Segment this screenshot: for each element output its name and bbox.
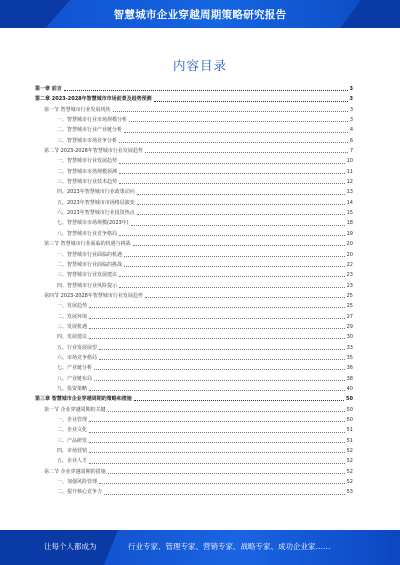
toc-entry-page: 4 <box>349 127 353 134</box>
toc-dot-leader <box>137 194 345 195</box>
toc-entry-label: 八、产业链布局 <box>57 375 93 382</box>
toc-entry-page: 3 <box>349 96 353 103</box>
toc-dot-leader <box>154 101 348 102</box>
toc-entry[interactable] <box>35 384 353 394</box>
toc-entry[interactable] <box>35 156 353 166</box>
toc-entry-page: 51 <box>346 437 353 444</box>
toc-dot-leader <box>137 204 345 205</box>
toc-entry-page: 27 <box>346 313 353 320</box>
toc-entry-page: 40 <box>346 385 353 392</box>
toc-entry-page: 50 <box>346 396 353 403</box>
toc-entry-page: 22 <box>346 261 353 268</box>
toc-entry-label: 二、智慧城市行业面临的挑战 <box>57 261 123 268</box>
toc-entry-page: 13 <box>346 189 353 196</box>
toc-entry-label: 一、智慧城市行业面临的机遇 <box>57 251 123 258</box>
toc-dot-leader <box>89 442 345 443</box>
toc-entry-page: 29 <box>346 323 353 330</box>
toc-dot-leader <box>89 452 345 453</box>
toc-entry-page: 7 <box>349 148 353 155</box>
toc-entry-label: 第一节 智慧城市行业发展现状 <box>44 106 111 113</box>
toc-entry-page: 52 <box>346 448 353 455</box>
report-footer-banner <box>0 530 400 565</box>
toc-entry-page: 52 <box>346 468 353 475</box>
toc-dot-leader <box>133 245 345 246</box>
toc-entry[interactable] <box>35 405 353 415</box>
toc-dot-leader <box>119 235 345 236</box>
toc-entry[interactable] <box>35 425 353 435</box>
report-header-banner <box>0 0 400 28</box>
toc-dot-leader <box>119 287 345 288</box>
toc-dot-leader <box>119 183 345 184</box>
toc-entry[interactable] <box>35 394 353 404</box>
toc-entry-label: 六、2023年智慧城市行业投资热点 <box>57 210 135 217</box>
toc-entry-label: 四、市场营销 <box>57 448 88 455</box>
toc-dot-leader <box>113 111 348 112</box>
toc-entry[interactable] <box>35 270 353 280</box>
toc-entry-label: 四、发展建议 <box>57 334 88 341</box>
toc-dot-leader <box>104 494 345 495</box>
toc-entry-page: 3 <box>349 106 353 113</box>
toc-dot-leader <box>94 369 345 370</box>
toc-entry-label: 第三节 智慧城市行业面临的机遇与挑战 <box>44 241 131 248</box>
toc-dot-leader <box>99 349 345 350</box>
toc-dot-leader <box>64 90 348 91</box>
toc-entry-label: 二、企业文化 <box>57 427 88 434</box>
toc-entry-label: 三、智慧城市行业技术趋势 <box>57 179 118 186</box>
toc-entry-label: 五、2023年智慧城市市场格局演变 <box>57 199 135 206</box>
toc-entry[interactable] <box>35 374 353 384</box>
toc-entry[interactable] <box>35 239 353 249</box>
toc-entry-page: 6 <box>349 137 353 144</box>
toc-dot-leader <box>145 297 345 298</box>
toc-dot-leader <box>89 390 345 391</box>
toc-entry-label: 三、智慧城市行业发展建议 <box>57 272 118 279</box>
toc-entry[interactable] <box>35 477 353 487</box>
toc-entry-page: 11 <box>346 168 353 175</box>
toc-entry[interactable] <box>35 467 353 477</box>
toc-entry-label: 四、2023年智慧城市行业政策动向 <box>57 189 135 196</box>
toc-entry-page: 20 <box>346 251 353 258</box>
toc-heading: 内容目录 <box>172 58 227 73</box>
toc-entry[interactable] <box>35 167 353 177</box>
toc-dot-leader <box>108 411 345 412</box>
toc-dot-leader <box>119 276 345 277</box>
toc-entry[interactable] <box>35 84 353 94</box>
report-title: 智慧城市企业穿越周期策略研究报告 <box>113 9 287 21</box>
toc-entry-page: 10 <box>346 158 353 165</box>
toc-dot-leader <box>89 421 345 422</box>
toc-dot-leader <box>119 163 345 164</box>
toc-dot-leader <box>119 142 348 143</box>
toc-entry-label: 五、企业人才 <box>57 458 88 465</box>
toc-entry-label: 第一节 企业穿越周期的关键 <box>44 406 106 413</box>
toc-entry-label: 三、产品研发 <box>57 437 88 444</box>
toc-entry[interactable] <box>35 218 353 228</box>
toc-entry[interactable] <box>35 456 353 466</box>
toc-entry[interactable] <box>35 208 353 218</box>
toc-entry-page: 50 <box>346 406 353 413</box>
table-of-contents <box>35 84 353 498</box>
toc-dot-leader <box>89 432 345 433</box>
toc-entry-label: 八、智慧城市行业竞争格局 <box>57 230 118 237</box>
toc-entry-page: 20 <box>346 241 353 248</box>
toc-entry-page: 25 <box>346 303 353 310</box>
toc-entry-label: 二、发展环境 <box>57 313 88 320</box>
toc-entry[interactable] <box>35 301 353 311</box>
toc-entry[interactable] <box>35 353 353 363</box>
toc-entry-label: 二、提升核心竞争力 <box>57 489 103 496</box>
toc-entry[interactable] <box>35 177 353 187</box>
toc-entry-label: 第四节 2023-2028年智慧城市行业发展趋势 <box>44 292 143 299</box>
toc-entry-page: 38 <box>346 375 353 382</box>
toc-entry-label: 五、行业发展展望 <box>57 344 98 351</box>
toc-entry[interactable] <box>35 146 353 156</box>
toc-entry-label: 第三章 智慧城市企业穿越周期的策略和措施 <box>35 396 132 403</box>
toc-entry-label: 二、智慧城市市场规模预测 <box>57 168 118 175</box>
toc-entry-label: 第一章 前言 <box>35 86 62 92</box>
toc-entry-page: 18 <box>346 220 353 227</box>
toc-entry-page: 50 <box>346 417 353 423</box>
toc-entry-page: 33 <box>346 344 353 351</box>
toc-dot-leader <box>124 266 345 267</box>
toc-entry[interactable] <box>35 125 353 135</box>
toc-dot-leader <box>145 152 348 153</box>
toc-entry[interactable] <box>35 281 353 291</box>
toc-entry-page: 30 <box>346 334 353 341</box>
toc-dot-leader <box>119 173 345 174</box>
toc-dot-leader <box>134 400 344 401</box>
toc-dot-leader <box>99 483 345 484</box>
toc-entry[interactable] <box>35 332 353 342</box>
toc-entry-label: 七、产业链分析 <box>57 365 93 372</box>
toc-entry-page: 23 <box>346 282 353 289</box>
toc-entry-label: 一、智慧城市行业市场规模分析 <box>57 117 128 124</box>
toc-entry[interactable] <box>35 487 353 497</box>
toc-entry-label: 四、智慧城市行业风险提示 <box>57 282 118 289</box>
toc-dot-leader <box>94 380 345 381</box>
toc-entry-label: 第二节 2023-2028年智慧城市行业发展趋势 <box>44 148 143 155</box>
toc-entry-label: 一、加强风险管理 <box>57 479 98 486</box>
toc-entry[interactable] <box>35 187 353 197</box>
toc-entry-page: 3 <box>349 86 353 92</box>
toc-entry[interactable] <box>35 446 353 456</box>
toc-entry-label: 一、企业管理 <box>57 417 88 423</box>
toc-entry-page: 3 <box>349 117 353 124</box>
toc-dot-leader <box>89 463 345 464</box>
toc-entry[interactable] <box>35 105 353 115</box>
toc-entry[interactable] <box>35 229 353 239</box>
toc-dot-leader <box>124 256 345 257</box>
toc-entry-page: 15 <box>346 210 353 217</box>
toc-entry-page: 52 <box>346 458 353 465</box>
toc-entry-label: 三、智慧城市市场竞争分析 <box>57 137 118 144</box>
toc-dot-leader <box>131 225 345 226</box>
toc-entry[interactable] <box>35 115 353 125</box>
toc-entry[interactable] <box>35 250 353 260</box>
toc-entry[interactable] <box>35 363 353 373</box>
toc-entry-page: 53 <box>346 489 353 496</box>
toc-dot-leader <box>89 307 345 308</box>
toc-dot-leader <box>137 214 345 215</box>
toc-dot-leader <box>108 473 345 474</box>
toc-entry-label: 九、投资策略 <box>57 385 88 392</box>
toc-entry[interactable] <box>35 322 353 332</box>
toc-entry[interactable] <box>35 415 353 425</box>
toc-entry[interactable] <box>35 198 353 208</box>
toc-dot-leader <box>99 359 345 360</box>
toc-dot-leader <box>89 328 345 329</box>
footer-roles: 行业专家、管理专家、营销专家、战略专家、成功企业家…… <box>128 542 331 551</box>
toc-entry[interactable] <box>35 343 353 353</box>
toc-entry[interactable] <box>35 136 353 146</box>
toc-entry-label: 二、智慧城市行业产业链分析 <box>57 127 123 134</box>
toc-entry-page: 35 <box>346 354 353 361</box>
toc-entry-page: 51 <box>346 427 353 434</box>
toc-dot-leader <box>124 132 348 133</box>
toc-entry[interactable] <box>35 94 353 104</box>
toc-dot-leader <box>89 338 345 339</box>
toc-entry[interactable] <box>35 436 353 446</box>
toc-entry[interactable] <box>35 291 353 301</box>
toc-entry[interactable] <box>35 260 353 270</box>
toc-entry-page: 52 <box>346 479 353 486</box>
toc-entry-label: 第二章 2023-2028年智慧城市市场前景及趋势预测 <box>35 96 152 103</box>
toc-entry-label: 一、发展趋势 <box>57 303 88 310</box>
toc-entry-label: 六、市场竞争格局 <box>57 354 98 361</box>
toc-dot-leader <box>89 318 345 319</box>
toc-dot-leader <box>129 121 348 122</box>
toc-entry-page: 23 <box>346 272 353 279</box>
toc-entry-page: 14 <box>346 199 353 206</box>
toc-entry-page: 36 <box>346 365 353 372</box>
toc-entry-label: 三、发展机遇 <box>57 323 88 330</box>
toc-entry-page: 25 <box>346 292 353 299</box>
toc-entry[interactable] <box>35 312 353 322</box>
toc-entry-label: 七、智慧城市市场规模(2023年) <box>57 220 129 227</box>
toc-entry-label: 第二节 企业穿越周期的措施 <box>44 468 106 475</box>
toc-entry-page: 12 <box>346 179 353 186</box>
toc-entry-label: 一、智慧城市行业发展趋势 <box>57 158 118 165</box>
footer-slogan: 让每个人都成为 <box>44 542 97 551</box>
toc-entry-page: 19 <box>346 230 353 237</box>
